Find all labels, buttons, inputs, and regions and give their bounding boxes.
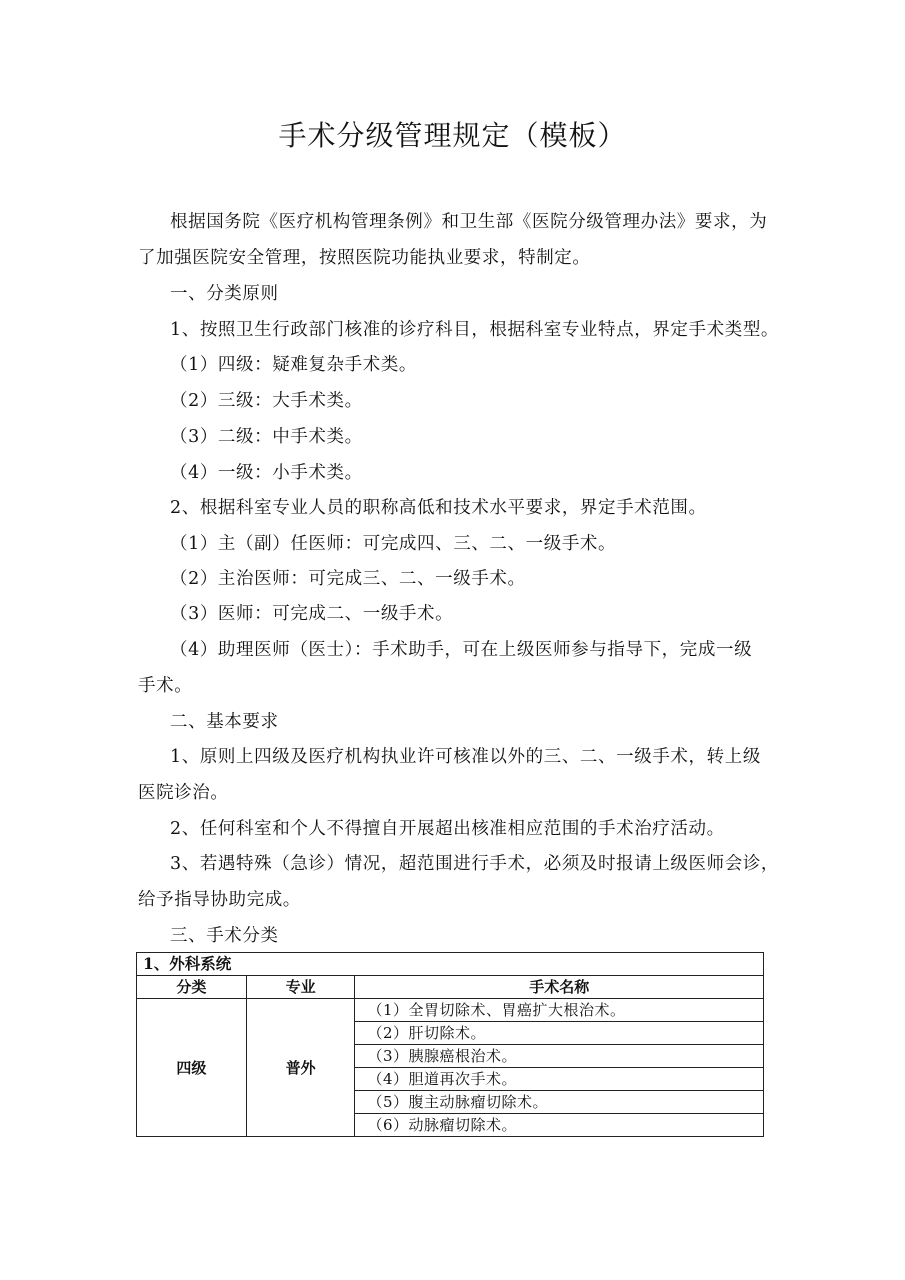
paragraph-line: 2、根据科室专业人员的职称高低和技术水平要求，界定手术范围。	[170, 498, 707, 518]
column-header-category: 分类	[137, 976, 247, 999]
paragraph-line: 1、原则上四级及医疗机构执业许可核准以外的三、二、一级手术，转上级	[170, 747, 761, 767]
section-heading: 一、分类原则	[170, 284, 279, 304]
specialty-cell: 普外	[246, 999, 355, 1137]
system-heading-cell: 1、外科系统	[137, 953, 764, 976]
table-row	[137, 999, 764, 1022]
paragraph-line: 根据国务院《医疗机构管理条例》和卫生部《医院分级管理办法》要求，为	[170, 212, 768, 232]
operation-cell: （4）胆道再次手术。	[355, 1068, 764, 1091]
list-item: （1）四级：疑难复杂手术类。	[170, 355, 418, 375]
table-row	[137, 953, 764, 976]
operation-cell: （5）腹主动脉瘤切除术。	[355, 1091, 764, 1114]
list-item: （4）助理医师（医士）：手术助手，可在上级医师参与指导下，完成一级	[170, 640, 753, 660]
list-item: （2）三级：大手术类。	[170, 391, 363, 411]
table-header-row	[137, 976, 764, 999]
paragraph-line: 1、按照卫生行政部门核准的诊疗科目，根据科室专业特点，界定手术类型。	[170, 320, 780, 340]
column-header-operation: 手术名称	[355, 976, 764, 999]
section-heading: 三、手术分类	[170, 926, 279, 946]
list-item: （2）主治医师：可完成三、二、一级手术。	[170, 569, 526, 589]
surgery-classification-table	[136, 952, 764, 1137]
operation-cell: （1）全胃切除术、胃癌扩大根治术。	[355, 999, 764, 1022]
section-heading: 二、基本要求	[170, 712, 279, 732]
operation-cell: （6）动脉瘤切除术。	[355, 1114, 764, 1137]
list-item: （1）主（副）任医师：可完成四、三、二、一级手术。	[170, 534, 617, 554]
operation-cell: （3）胰腺癌根治术。	[355, 1045, 764, 1068]
list-item: （3）医师：可完成二、一级手术。	[170, 604, 454, 624]
operation-cell: （2）肝切除术。	[355, 1022, 764, 1045]
paragraph-line: 3、若遇特殊（急诊）情况，超范围进行手术，必须及时报请上级医师会诊，	[170, 854, 780, 874]
paragraph-line: 2、任何科室和个人不得擅自开展超出核准相应范围的手术治疗活动。	[170, 819, 725, 839]
paragraph-line: 给予指导协助完成。	[138, 890, 301, 910]
paragraph-line: 手术。	[138, 676, 193, 696]
list-item: （4）一级：小手术类。	[170, 463, 363, 483]
list-item: （3）二级：中手术类。	[170, 427, 363, 447]
paragraph-line: 医院诊治。	[138, 783, 229, 803]
column-header-specialty: 专业	[246, 976, 355, 999]
paragraph-line: 了加强医院安全管理，按照医院功能执业要求，特制定。	[138, 248, 591, 268]
category-cell: 四级	[137, 999, 247, 1137]
document-title: 手术分级管理规定（模板）	[278, 119, 627, 152]
